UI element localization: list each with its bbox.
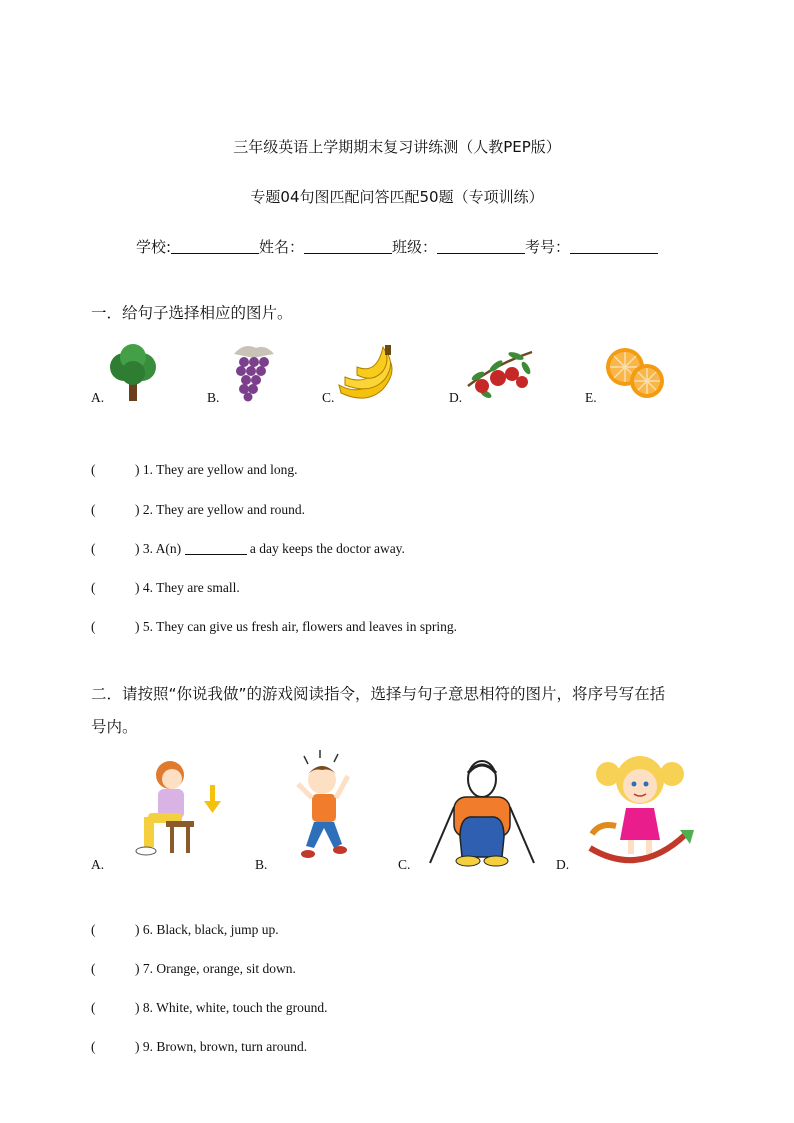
- question-1: ( ) 1. They are yellow and long.: [91, 462, 298, 477]
- option-label-b2: B.: [255, 857, 268, 872]
- grapes-icon: [224, 342, 280, 402]
- class-label: 班级：: [392, 238, 438, 256]
- option-label-a: A.: [91, 390, 105, 405]
- touch-ground-icon: [424, 757, 540, 869]
- exam-no-label: 考号：: [525, 238, 571, 256]
- oranges-icon: [603, 347, 667, 399]
- jump-icon: [292, 750, 362, 868]
- question-4: ( ) 4. They are small.: [91, 580, 240, 595]
- question-8: ( ) 8. White, white, touch the ground.: [91, 1000, 328, 1015]
- exam-no-blank[interactable]: [570, 239, 658, 254]
- question-7: ( ) 7. Orange, orange, sit down.: [91, 961, 296, 976]
- bananas-icon: [337, 345, 399, 405]
- option-label-a2: A.: [91, 857, 105, 872]
- option-label-c: C.: [322, 390, 335, 405]
- question-2: ( ) 2. They are yellow and round.: [91, 502, 305, 517]
- student-info-line: [0, 236, 794, 257]
- sit-down-icon: [118, 755, 226, 863]
- school-blank[interactable]: [171, 239, 259, 254]
- option-label-c2: C.: [398, 857, 411, 872]
- option-label-b: B.: [207, 390, 220, 405]
- question-3-blank[interactable]: [185, 542, 247, 555]
- option-label-d: D.: [449, 390, 463, 405]
- question-6: ( ) 6. Black, black, jump up.: [91, 922, 279, 937]
- name-blank[interactable]: [304, 239, 392, 254]
- option-label-e: E.: [585, 390, 597, 405]
- option-label-d2: D.: [556, 857, 570, 872]
- class-blank[interactable]: [437, 239, 525, 254]
- school-label: 学校:: [135, 238, 171, 256]
- section1-heading: 一．给句子选择相应的图片。: [91, 304, 293, 322]
- turn-around-icon: [586, 752, 696, 868]
- section2-heading: 二．请按照“你说我做”的游戏阅读指令，选择与句子意思相符的图片，将序号写在括 号内。: [91, 685, 666, 736]
- question-5: ( ) 5. They can give us fresh air, flowers and leaves in spring.: [91, 619, 457, 634]
- name-label: 姓名：: [259, 238, 305, 256]
- apples-icon: [466, 346, 536, 402]
- tree-icon: [106, 345, 160, 403]
- question-3: ( ) 3. A(n) a day keeps the doctor away.: [91, 541, 405, 556]
- page-title: 三年级英语上学期期末复习讲练测（人教PEP版）: [233, 138, 561, 156]
- page-subtitle: 专题04句图匹配问答匹配50题（专项训练）: [250, 188, 544, 206]
- question-9: ( ) 9. Brown, brown, turn around.: [91, 1039, 308, 1054]
